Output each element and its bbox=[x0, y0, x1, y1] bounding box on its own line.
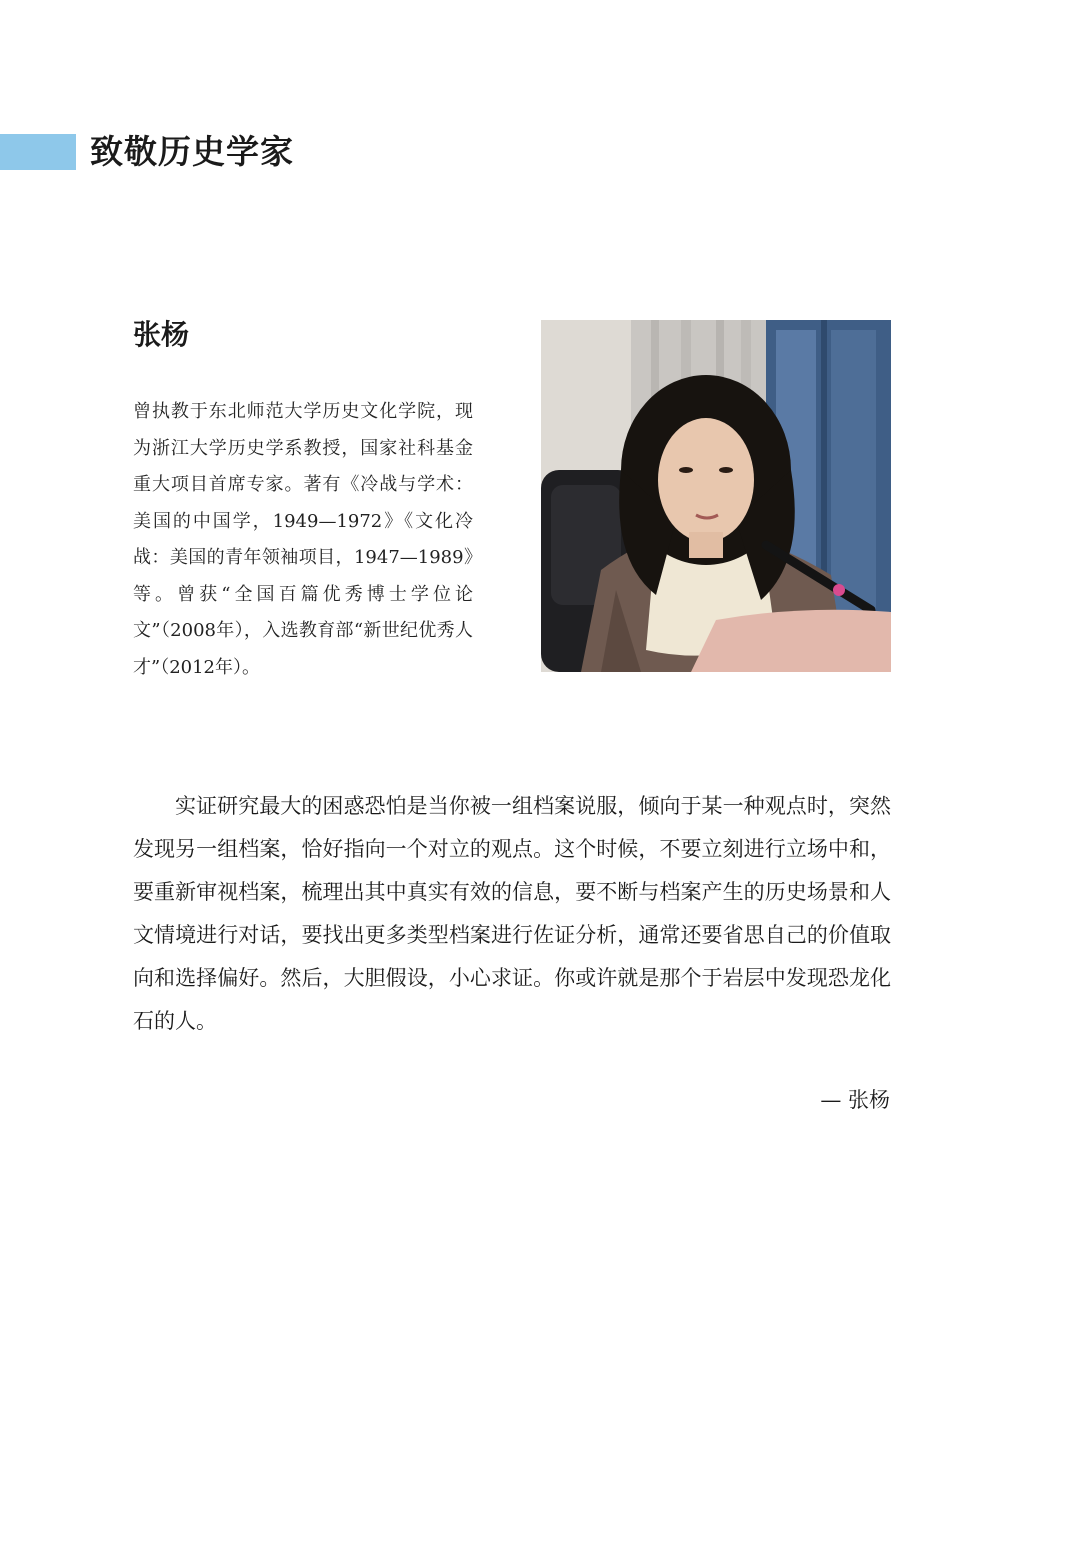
quote-text: 实证研究最大的困惑恐怕是当你被一组档案说服，倾向于某一种观点时，突然发现另一组档案，恰好指向一个对立的观点。这个时候，不要立刻进行立场中和，要重新审视档案，梳理出其中真实有效的信息，要不断与档案产生的历史场景和人文情境进行对话，要找出更多类型档案进行佐证分析，通常还要省思自己的价值取向和选择偏好。然后，大胆假设，小心求证。你或许就是那个于岩层中发现恐龙化石的人。 bbox=[133, 794, 891, 1033]
person-bio: 曾执教于东北师范大学历史文化学院，现为浙江大学历史学系教授，国家社科基金重大项目首席专家。著有《冷战与学术：美国的中国学，1949—1972》《文化冷战：美国的青年领袖项目，1947—1989》等。曾获“全国百篇优秀博士学位论文”（2008年），入选教育部“新世纪优秀人才”（2012年）。 bbox=[133, 401, 473, 678]
quote-attribution: — 张杨 bbox=[820, 1088, 890, 1112]
person-name: 张杨 bbox=[133, 318, 190, 351]
portrait-photo bbox=[541, 320, 891, 672]
section-title: 致敬历史学家 bbox=[90, 132, 294, 171]
section-accent-bar bbox=[0, 134, 76, 170]
portrait-illustration bbox=[541, 320, 891, 672]
